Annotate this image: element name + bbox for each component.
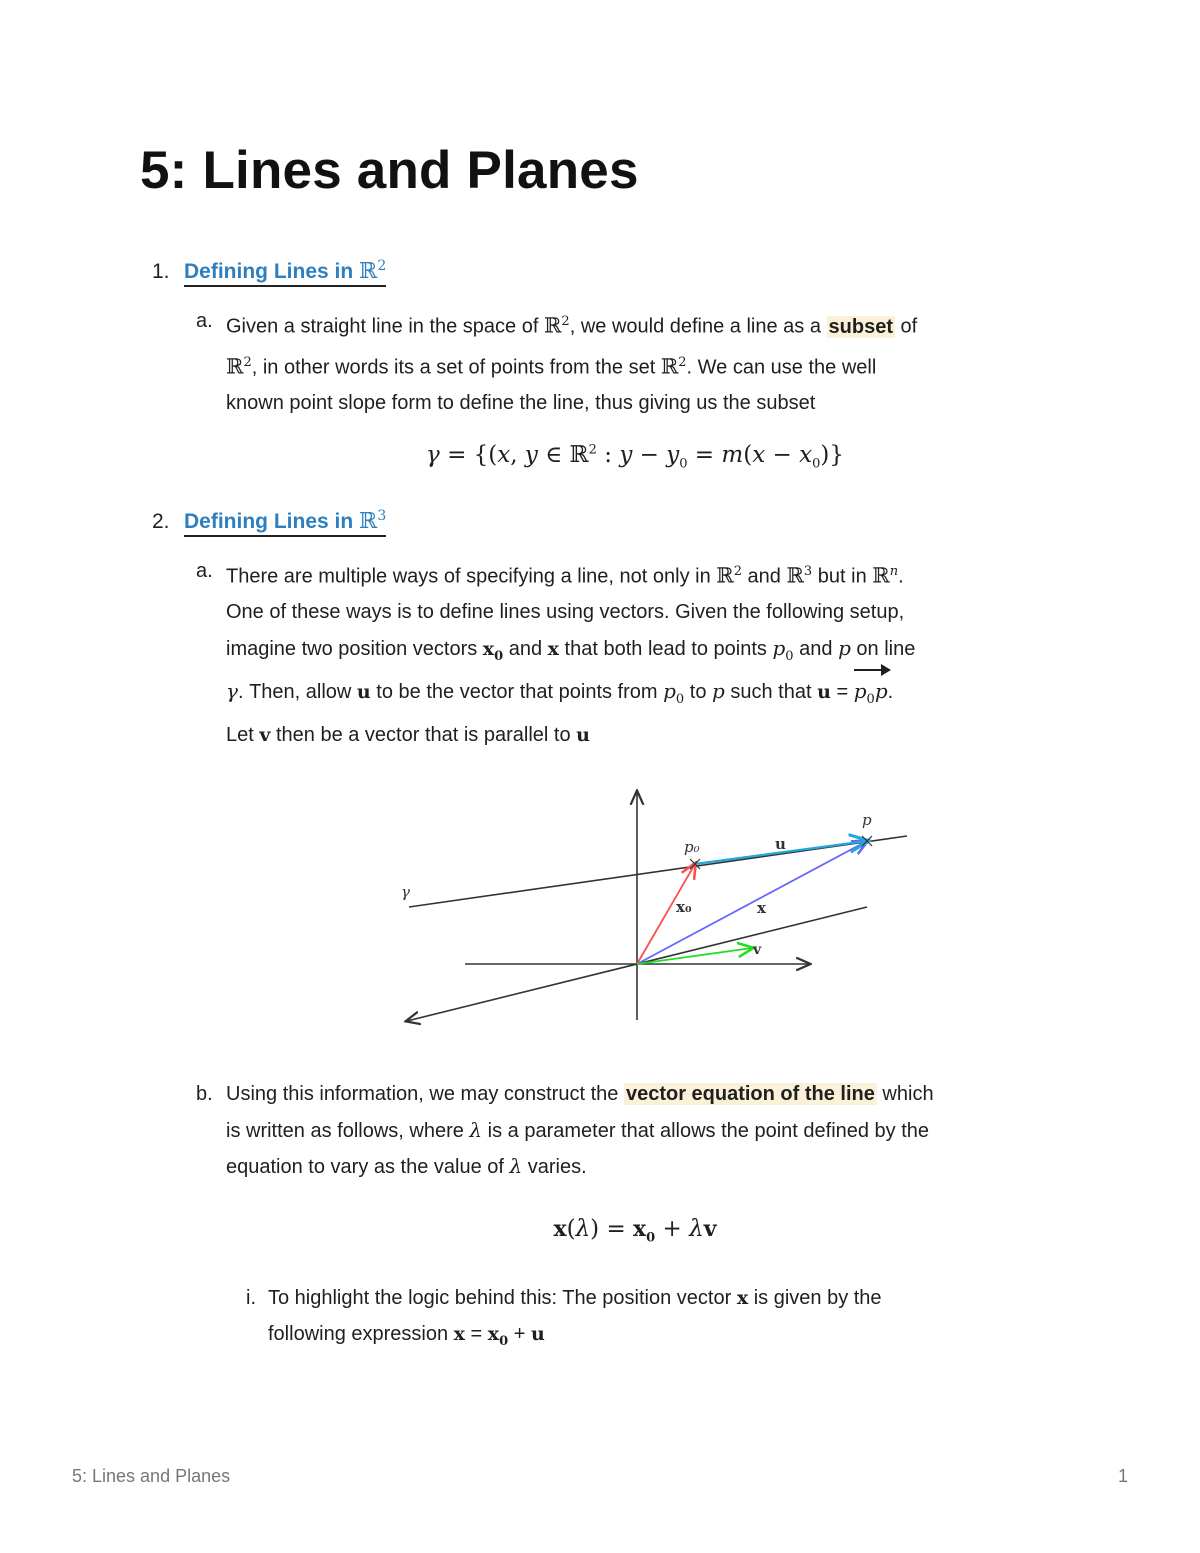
item-a-line-3: imagine two position vectors $x_0$ and x that both lead to points $p_0$ and p on line <box>226 635 916 664</box>
vector-arrow-p0p: $p_0p$ <box>854 674 888 718</box>
section-1-set: ℝ <box>359 259 378 284</box>
section-2-set: ℝ <box>359 509 378 534</box>
vector-x <box>637 841 867 964</box>
equation-gamma: γ = {(x, y ∈ ℝ$^2$ : $y - y_0 = m(x - x_0)$} <box>426 442 844 472</box>
label-u: u <box>775 835 786 853</box>
section-1-link[interactable] <box>184 258 386 287</box>
term-vector-equation: vector equation of the line <box>625 1083 875 1105</box>
label-v: v <box>753 942 762 958</box>
item-marker: i. <box>246 1287 256 1309</box>
equation-vector-line: $x(\lambda) = x_0 + \lambda v$ <box>553 1216 717 1246</box>
section-number: 2. <box>152 510 170 533</box>
page-title: 5: Lines and Planes <box>140 141 639 200</box>
item-marker: a. <box>196 560 213 582</box>
label-p: p <box>862 811 872 829</box>
item-bi-line-1: To highlight the logic behind this: The position vector x is given by the <box>268 1287 882 1309</box>
section-2-power: 3 <box>377 508 387 524</box>
section-2-item-b <box>196 1077 1106 1186</box>
page-number: 1 <box>1118 1466 1129 1486</box>
section-2-text: Defining Lines in <box>184 510 360 533</box>
section-1-power: 2 <box>377 258 387 274</box>
section-1-item-a <box>196 304 1106 422</box>
label-gamma: γ <box>401 883 410 901</box>
term-subset: subset <box>828 315 893 338</box>
item-b-line-2: is written as follows, where λ is a parameter that allows the point defined by the <box>226 1117 930 1142</box>
item-a-line-3: known point slope form to define the line, thus giving us the subset <box>226 392 816 415</box>
section-2-item-a <box>196 554 1106 753</box>
label-x0: x₀ <box>676 898 692 916</box>
item-a-line-4: γ. Then, allow u to be the vector that points from $p_0$ to p such that $u = p_0p$. <box>226 674 1106 718</box>
section-2-item-b-i <box>246 1281 1108 1359</box>
item-marker: a. <box>196 310 213 332</box>
section-1-heading <box>152 258 386 287</box>
label-x: x <box>757 899 766 917</box>
item-b-line-1: Using this information, we may construct the vector equation of the line which <box>226 1083 934 1105</box>
label-p0: p₀ <box>684 838 700 856</box>
item-a-line-2: ℝ$^2$, in other words its a set of points from the set ℝ$^2$. We can use the well <box>226 354 877 379</box>
item-marker: b. <box>196 1083 213 1105</box>
item-a-line-2: One of these ways is to define lines using vectors. Given the following setup, <box>226 601 905 624</box>
item-bi-line-2: following expression $x = x_0 + u$ <box>268 1322 545 1349</box>
section-number: 1. <box>152 260 170 283</box>
item-a-line-5: Let v then be a vector that is parallel to u <box>226 723 590 746</box>
item-a-line-1: Given a straight line in the space of ℝ$^2$, we would define a line as a subset of <box>226 313 918 338</box>
section-2-link[interactable] <box>184 508 386 537</box>
section-1-text: Defining Lines in <box>184 260 360 283</box>
footer-title: 5: Lines and Planes <box>72 1466 231 1486</box>
vector-line-figure <box>395 780 915 1040</box>
item-a-line-1: There are multiple ways of specifying a line, not only in ℝ$^2$ and ℝ$^3$ but in ℝ$^n$. <box>226 563 904 588</box>
item-b-line-3: equation to vary as the value of λ varies. <box>226 1154 587 1178</box>
section-2-heading <box>152 508 386 537</box>
